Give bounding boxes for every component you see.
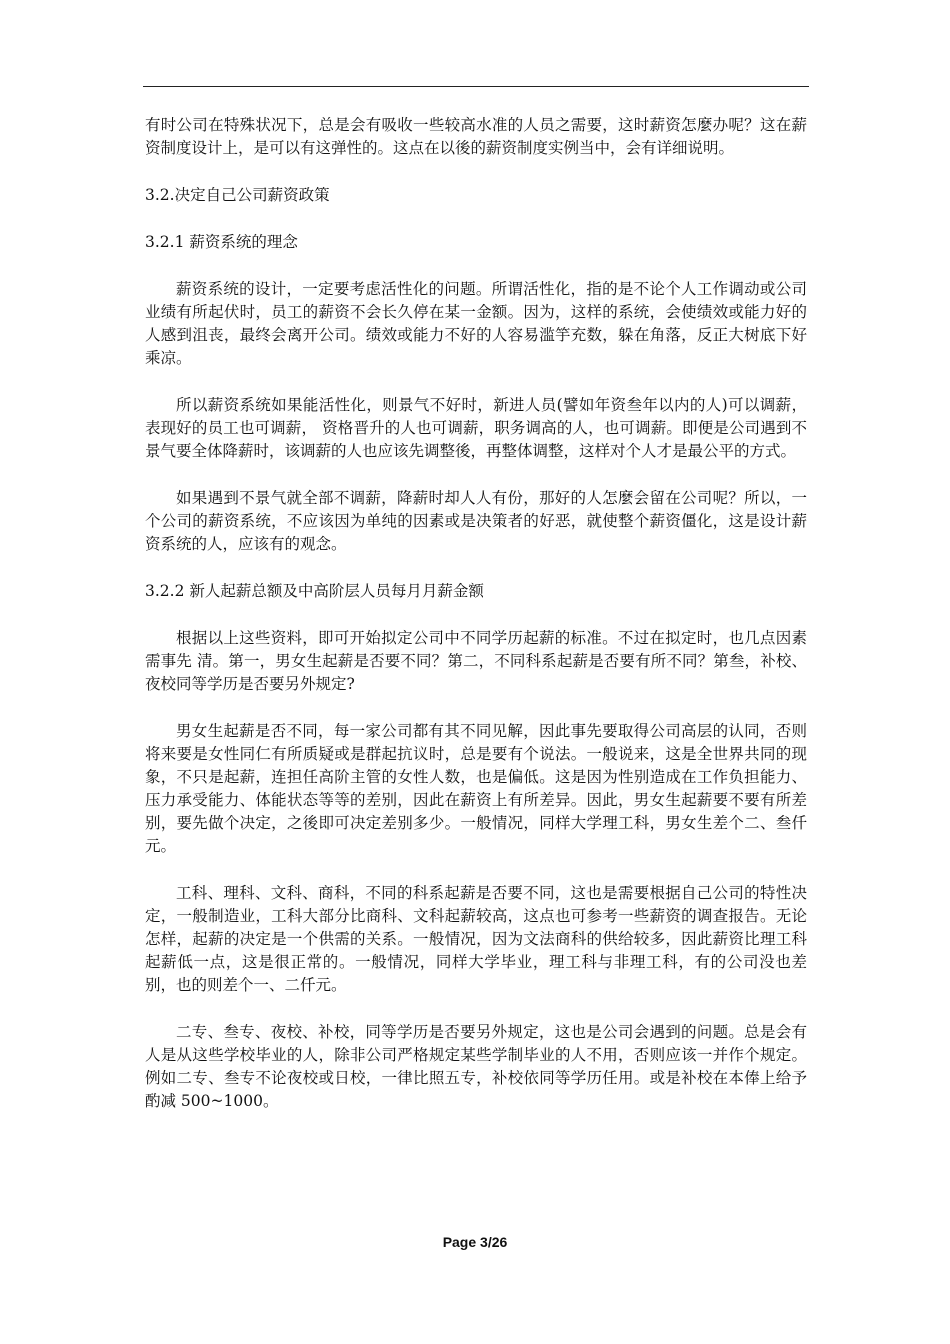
paragraph-activation: 薪资系统的设计，一定要考虑活性化的问题。所谓活性化，指的是不论个人工作调动或公司业绩有所起伏时，员工的薪资不会长久停在某一金额。因为，这样的系统，会使绩效或能力好的人感到沮丧，最终会离开公司。绩效或能力不好的人容易滥竽充数，躲在角落，反正大树底下好乘凉。 [145,280,807,367]
paragraph-discipline: 工科、理科、文科、商科，不同的科系起薪是否要不同，这也是需要根据自己公司的特性决定，一般制造业，工科大部分比商科、文科起薪较高，这点也可参考一些薪资的调查报告。无论怎样，起薪的决定是一个供需的关系。一般情况，因为文法商科的供给较多，因此薪资比理工科起薪低一点，这是很正常的。一般情况，同样大学毕业，理工科与非理工科，有的公司没也差别，也的则差个一、二仟元。 [145,884,807,994]
document-body [145,114,807,1113]
paragraph-intro: 有时公司在特殊状况下，总是会有吸收一些较高水准的人员之需要，这时薪资怎麼办呢？这在薪资制度设计上，是可以有这弹性的。这点在以後的薪资制度实例当中，会有详细说明。 [145,116,807,157]
section-heading-3-2-1: 3.2.1 薪资系统的理念 [145,233,298,251]
paragraph-recession: 如果遇到不景气就全部不调薪，降薪时却人人有份，那好的人怎麼会留在公司呢？所以，一个公司的薪资系统，不应该因为单纯的因素或是决策者的好恶，就使整个薪资僵化，这是设计薪资系统的人，应该有的观念。 [145,489,807,553]
page-number: Page 3/26 [442,1234,508,1250]
paragraph-starting-salary: 根据以上这些资料，即可开始拟定公司中不同学历起薪的标准。不过在拟定时，也几点因素需事先 清。第一，男女生起薪是否要不同？第二，不同科系起薪是否要有所不同？第叁，补校、夜校同等学历是否要另外规定? [145,629,807,693]
header-rule [143,86,809,87]
section-heading-3-2-2: 3.2.2 新人起薪总额及中高阶层人员每月月薪金额 [145,582,484,600]
paragraph-salary-adjust: 所以薪资系统如果能活性化，则景气不好时，新进人员(譬如年资叁年以内的人)可以调薪，表现好的员工也可调薪， 资格晋升的人也可调薪，职务调高的人，也可调薪。即便是公司遇到不景气要全体降薪时，该调薪的人也应该先调整後，再整体调整，这样对个人才是最公平的方式。 [145,396,807,460]
paragraph-equivalent-degree: 二专、叁专、夜校、补校，同等学历是否要另外规定，这也是公司会遇到的问题。总是会有人是从这些学校毕业的人，除非公司严格规定某些学制毕业的人不用，否则应该一并作个规定。例如二专、叁专不论夜校或日校，一律比照五专，补校依同等学历任用。或是补校在本俸上给予酌减 500~1000。 [145,1023,807,1110]
section-heading-3-2: 3.2.决定自己公司薪资政策 [145,186,330,204]
paragraph-gender: 男女生起薪是否不同，每一家公司都有其不同见解，因此事先要取得公司高层的认同，否则将来要是女性同仁有所质疑或是群起抗议时，总是要有个说法。一般说来，这是全世界共同的现象，不只是起薪，连担任高阶主管的女性人数，也是偏低。这是因为性别造成在工作负担能力、压力承受能力、体能状态等等的差别，因此在薪资上有所差异。因此，男女生起薪要不要有所差别，要先做个决定，之後即可决定差别多少。一般情况，同样大学理工科，男女生差个二、叁仟元。 [145,722,807,855]
